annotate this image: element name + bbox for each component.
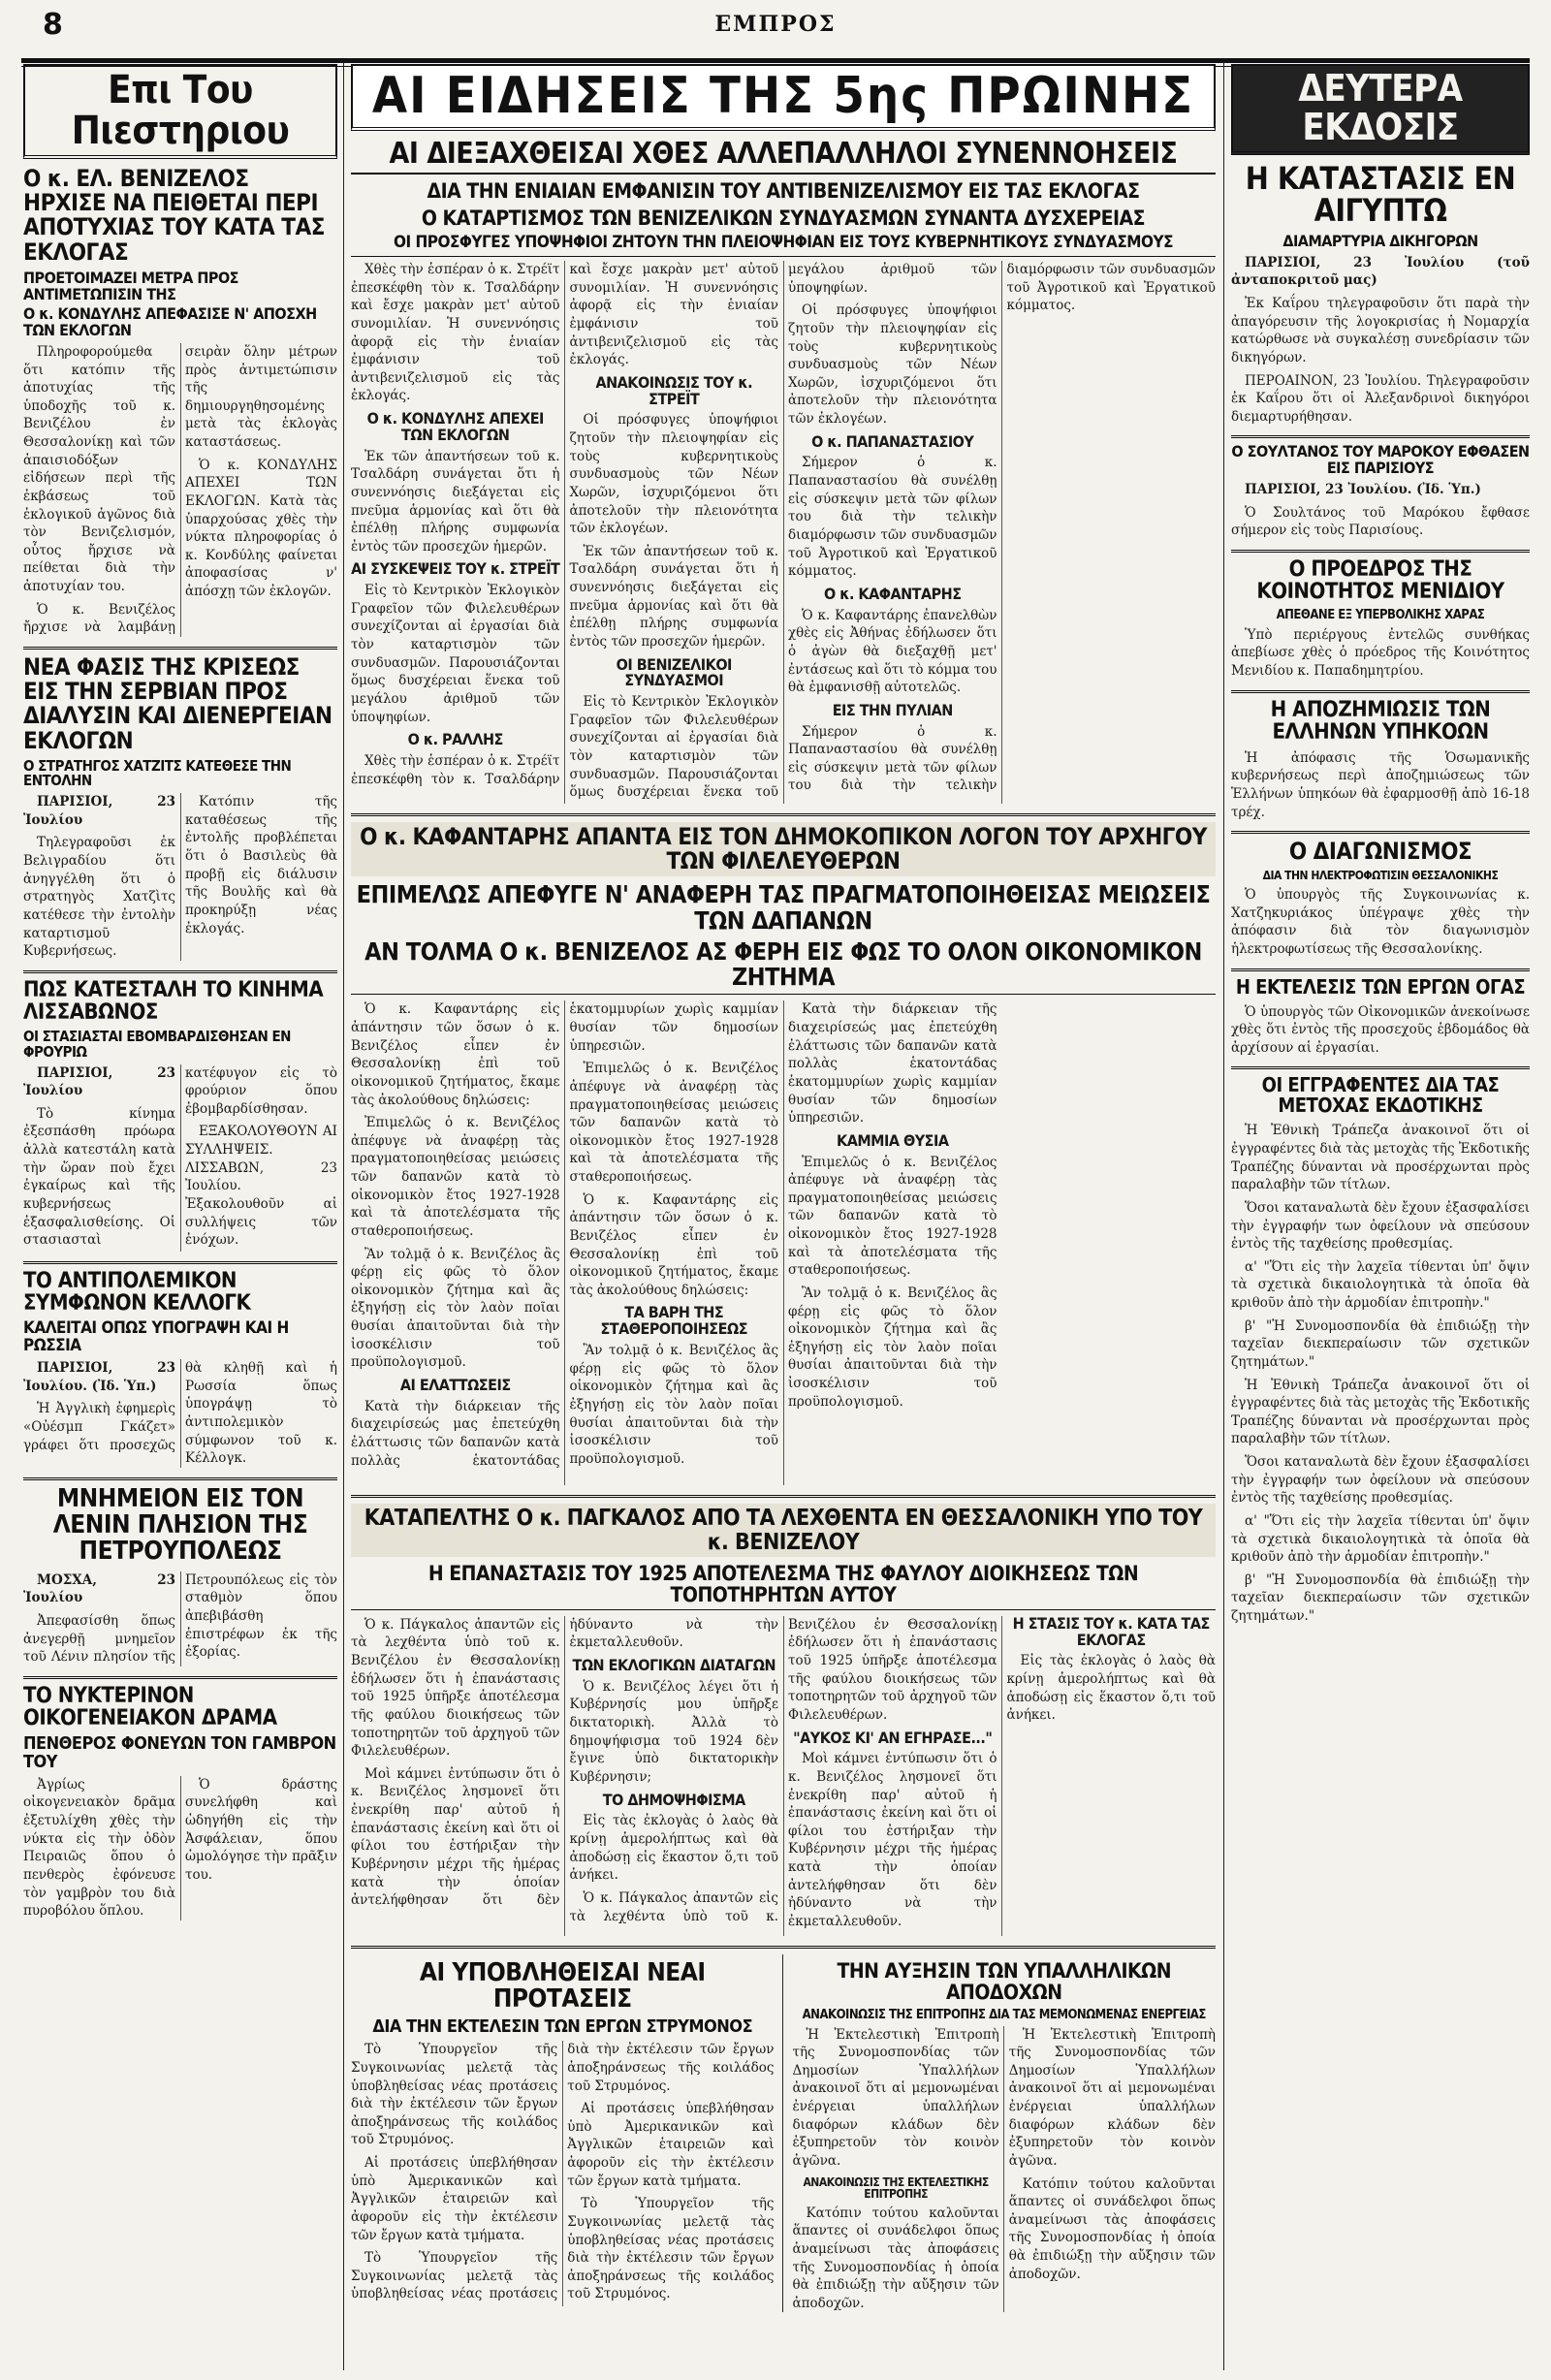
- divider: [1231, 831, 1530, 834]
- headline: Ο ΠΡΟΕΔΡΟΣ ΤΗΣ ΚΟΙΝΟΤΗΤΟΣ ΜΕΝΙΔΙΟΥ: [1256, 556, 1504, 604]
- right-column: [1231, 64, 1530, 2370]
- paragraph: Ὁ κ. Καφαντάρης εἰς ἀπάντησιν τῶν ὅσων ὁ κ. Βενιζέλος εἶπεν ἐν Θεσσαλονίκῃ ἐπὶ τοῦ οἰκονομικοῦ ζητήματος, ἔκαμε τὰς ἀκολούθους δηλώσεις:: [351, 1001, 560, 1108]
- article-body: [23, 1571, 337, 1666]
- headline: ΝΕΑ ΦΑΣΙΣ ΤΗΣ ΚΡΙΣΕΩΣ ΕΙΣ ΤΗΝ ΣΕΡΒΙΑΝ ΠΡΟΣ ΔΙΑΛΥΣΙΝ ΚΑΙ ΔΙΕΝΕΡΓΕΙΑΝ ΕΚΛΟΓΩΝ: [23, 652, 332, 754]
- article-body: [1231, 749, 1530, 822]
- column-rule: [343, 62, 344, 2370]
- paragraph: Ἀγρίως οἰκογενειακὸν δρᾶμα ἐξετυλίχθη χθὲς τὴν νύκτα εἰς τὴν ὁδὸν Πειραιῶς ὅπου ὁ πενθερὸς ἐφόνευσε τὸν γαμβρὸν του διὰ πυροβόλου ὅπλου.: [23, 1776, 175, 1920]
- divider: [351, 1495, 1216, 1498]
- paragraph: Εἰς τὰς ἐκλογὰς ὁ λαὸς θὰ κρίνῃ ἀμερολήπτως καὶ θὰ ἀποδώσῃ εἰς ἕκαστον ὅ,τι τοῦ ἀνήκει.: [1006, 1653, 1216, 1724]
- divider: [23, 1676, 337, 1679]
- deck: Η ΕΠΑΝΑΣΤΑΣΙΣ ΤΟΥ 1925 ΑΠΟΤΕΛΕΣΜΑ ΤΗΣ ΦΑΥΛΟΥ ΔΙΟΙΚΗΣΕΩΣ ΤΩΝ ΤΟΠΟΤΗΡΗΤΩΝ ΑΥΤΟΥ: [351, 1563, 1216, 1610]
- paragraph: Ὁ κ. Καφαντάρης ἐπανελθὼν χθὲς εἰς Ἀθήνας ἐδήλωσεν ὅτι ὁ ἀγὼν θὰ διεξαχθῇ μετ' ἐντάσεως καὶ ὅτι τὸ κόμμα του θὰ ἐμφανισθῇ αὐτοτελῶς.: [788, 607, 997, 696]
- paragraph: Τηλεγραφοῦσι ἐκ Βελιγραδίου ὅτι ἀνηγγέλθη ὅτι ὁ στρατηγὸς Χατζὶτς κατέθεσε τὴν ἐντολὴν καταρτισμοῦ Κυβερνήσεως.: [23, 835, 175, 960]
- paragraph: Τὸ Ὑπουργεῖον τῆς Συγκοινωνίας μελετᾷ τὰς ὑποβληθείσας νέας προτάσεις διὰ τὴν ἐκτέλεσιν τῶν ἔργων ἀποξηράνσεως τῆς κοιλάδος τοῦ Στρυμόνος.: [351, 2042, 775, 2302]
- divider: [1231, 1066, 1530, 1069]
- article-body: [1231, 1003, 1530, 1058]
- article-body: [23, 1064, 337, 1253]
- subhead: ΤΩΝ ΕΚΛΟΓΙΚΩΝ ΔΙΑΤΑΓΩΝ: [572, 1656, 776, 1675]
- paragraph: Αἱ προτάσεις ὑπεβλήθησαν ὑπὸ Ἀμερικανικῶν καὶ Ἀγγλικῶν ἑταιρειῶν καὶ ἀφοροῦν εἰς τὴν ἐκτέλεσιν τῶν ἔργων κατὰ τμήματα.: [351, 2155, 558, 2243]
- paragraph: Ἡ Ἐκτελεστικὴ Ἐπιτροπὴ τῆς Συνομοσπονδίας τῶν Δημοσίων Ὑπαλλήλων ἀνακοινοῖ ὅτι αἱ μεμονωμέναι ἐνέργειαι ὑπαλλήλων διαφόρων κλάδων δὲν ἐξυπηρετοῦν τὸν κοινὸν ἀγῶνα.: [1008, 2026, 1216, 2169]
- paragraph: Ὁ κ. Βενιζέλος λέγει ὅτι ἡ Κυβέρνησίς μου ὑπῆρξε δικτατορικὴ. Ἀλλὰ τὸ δημοψήφισμα τοῦ 1924 δὲν ἔγινε ὑπὸ δικτατορικὴν Κυβέρνησιν;: [569, 1678, 778, 1785]
- subhead: Η ΣΤΑΣΙΣ ΤΟΥ κ. ΚΑΤΑ ΤΑΣ ΕΚΛΟΓΑΣ: [1012, 1613, 1210, 1649]
- subhead: ΑΙ ΣΥΣΚΕΨΕΙΣ ΤΟΥ κ. ΣΤΡΕΪΤ: [351, 559, 560, 579]
- paragraph: Χθὲς τὴν ἑσπέραν ὁ κ. Στρέϊτ ἐπεσκέφθη τὸν κ. Τσαλδάρην καὶ ἔσχε μακρὰν μετ' αὐτοῦ συνομιλίαν. Ἡ συνεννόησις ἀφορᾷ εἰς τὴν ἑνιαίαν ἐμφάνισιν τοῦ ἀντιβενιζελισμοῦ εἰς τὰς ἐκλογάς.: [351, 262, 560, 404]
- paragraph: Ἐκ Καΐρου τηλεγραφοῦσιν ὅτι παρὰ τὴν ἀπαγόρευσιν τῆς λογοκρισίας ἡ Νομαρχία κατώρθωσε νὰ συγκαλέσῃ συνεδρίασιν τῶν δικηγόρων.: [1231, 296, 1530, 365]
- article-body: [1231, 626, 1530, 681]
- subhead: Ο κ. ΚΑΦΑΝΤΑΡΗΣ: [823, 584, 962, 603]
- deck: ΑΠΕΘΑΝΕ ΕΞ ΥΠΕΡΒΟΛΙΚΗΣ ΧΑΡΑΣ: [1276, 608, 1485, 623]
- deck: Ο κ. ΚΟΝΔΥΛΗΣ ΑΠΕΦΑΣΙΣΕ Ν' ΑΠΟΣΧΗ ΤΩΝ ΕΚΛΟΓΩΝ: [23, 304, 317, 340]
- paragraph: Ἂν τολμᾷ ὁ κ. Βενιζέλος ἂς φέρῃ εἰς φῶς τὸ ὅλον οἰκονομικὸν ζήτημα καὶ ἂς ἐξηγήσῃ εἰς τὸν λαὸν ποῖαι θυσίαι ἀπαιτοῦνται διὰ τὴν ἰσοσκέλισιν τοῦ προϋπολογισμοῦ.: [351, 1246, 560, 1371]
- column-rule: [1223, 62, 1224, 2370]
- dateline: ΠΑΡΙΣΙΟΙ, 23 Ἰουλίου: [23, 1064, 175, 1099]
- deck: ΔΙΑ ΤΗΝ ΕΝΙΑΙΑΝ ΕΜΦΑΝΙΣΙΝ ΤΟΥ ΑΝΤΙΒΕΝΙΖΕΛΙΣΜΟΥ ΕΙΣ ΤΑΣ ΕΚΛΟΓΑΣ: [427, 179, 1140, 204]
- paragraph: Ὁ ὑπουργὸς τῶν Οἰκονομικῶν ἀνεκοίνωσε χθὲς ὅτι ἐντὸς τῆς προσεχοῦς ἑβδομάδος θὰ ἀρχίσουν αἱ ἐργασίαι.: [1231, 1003, 1530, 1056]
- article-body: [351, 261, 1216, 804]
- divider: [1231, 550, 1530, 553]
- deck: ΔΙΑ ΤΗΝ ΗΛΕΚΤΡΟΦΩΤΙΣΙΝ ΘΕΣΣΑΛΟΝΙΚΗΣ: [1262, 869, 1499, 883]
- paragraph: Ὅσοι καταναλωτὰ δὲν ἔχουν ἐξασφαλίσει τὴν ἐγγραφήν των ὀφείλουν νὰ σπεύσουν ἐντὸς τῆς ταχθείσης προθεσμίας.: [1231, 1199, 1530, 1253]
- divider: [23, 1261, 337, 1264]
- paragraph: Κατόπιν τούτου καλοῦνται ἅπαντες οἱ συνάδελφοι ὅπως ἀναμείνωσι τὰς ἀποφάσεις τῆς Συνομοσπονδίας ἡ ὁποία θὰ ἐπιδιώξῃ τὴν αὔξησιν τῶν ἀποδοχῶν.: [792, 2205, 999, 2311]
- paragraph: Ἂν τολμᾷ ὁ κ. Βενιζέλος ἂς φέρῃ εἰς φῶς τὸ ὅλον οἰκονομικὸν ζήτημα καὶ ἂς ἐξηγήσῃ εἰς τὸν λαὸν ποῖαι θυσίαι ἀπαιτοῦνται διὰ τὴν ἰσοσκέλισιν τοῦ προϋπολογισμοῦ.: [788, 1285, 997, 1410]
- article-body: [351, 1613, 1216, 1936]
- deck: ΠΡΟΕΤΟΙΜΑΖΕΙ ΜΕΤΡΑ ΠΡΟΣ ΑΝΤΙΜΕΤΩΠΙΣΙΝ ΤΗΣ: [23, 268, 239, 303]
- story-block: [793, 1954, 1217, 2313]
- paper-name: ΕΜΠΡΟΣ: [714, 12, 837, 37]
- paragraph: Ὁ κ. Βενιζέλος ἤρχισε νὰ λαμβάνῃ σειρὰν ὅλην μέτρων πρὸς ἀντιμετώπισιν τῆς δημιουργηθησομένης μετὰ τὰς ἐκλογὰς καταστάσεως.: [23, 343, 337, 636]
- dateline: ΜΟΣΧΑ, 23 Ἰουλίου: [23, 1571, 175, 1606]
- paragraph: Χθὲς τὴν ἑσπέραν ὁ κ. Στρέϊτ ἐπεσκέφθη τὸν κ. Τσαλδάρην καὶ ἔσχε μακρὰν μετ' αὐτοῦ συνομιλίαν. Ἡ συνεννόησις ἀφορᾷ εἰς τὴν ἑνιαίαν ἐμφάνισιν τοῦ ἀντιβενιζελισμοῦ εἰς τὰς ἐκλογάς.: [351, 262, 778, 787]
- paragraph: Εἰς τὸ Κεντρικὸν Ἐκλογικὸν Γραφεῖον τῶν Φιλελευθέρων συνεχίζονται αἱ ἐργασίαι διὰ τὸν καταρτισμὸν τῶν συνδυασμῶν. Παρουσιάζονται ὅμως δυσχέρειαι ἕνεκα τοῦ μεγάλου ἀριθμοῦ τῶν ὑποψηφίων.: [569, 262, 997, 801]
- headline: Ο κ. ΚΑΦΑΝΤΑΡΗΣ ΑΠΑΝΤΑ ΕΙΣ ΤΟΝ ΔΗΜΟΚΟΠΙΚΟΝ ΛΟΓΟΝ ΤΟΥ ΑΡΧΗΓΟΥ ΤΩΝ ΦΙΛΕΛΕΥΘΕΡΩΝ: [351, 822, 1216, 876]
- divider: [1231, 968, 1530, 971]
- headline: ΟΙ ΕΓΓΡΑΦΕΝΤΕΣ ΔΙΑ ΤΑΣ ΜΕΤΟΧΑΣ ΕΚΔΟΤΙΚΗΣ: [1261, 1073, 1500, 1118]
- article-body: [793, 2026, 1217, 2313]
- section-title: Επι Του Πιεστηριου: [23, 64, 337, 159]
- paragraph: Ἡ Ἐκτελεστικὴ Ἐπιτροπὴ τῆς Συνομοσπονδίας τῶν Δημοσίων Ὑπαλλήλων ἀνακοινοῖ ὅτι αἱ μεμονωμέναι ἐνέργειαι ὑπαλλήλων διαφόρων κλάδων δὲν ἐξυπηρετοῦν τὸν κοινὸν ἀγῶνα.: [792, 2026, 999, 2169]
- dateline: ΠΑΡΙΣΙΟΙ, 23 Ἰουλίου. (Ἰδ. Ὑπ.): [1245, 481, 1481, 497]
- paragraph: Μοὶ κάμνει ἐντύπωσιν ὅτι ὁ κ. Βενιζέλος λησμονεῖ ὅτι ἐνεκρίθη παρ' αὐτοῦ ἡ ἐπανάστασις ἐκείνη καὶ ὅτι οἱ φίλοι του ἐστήριξαν τὴν Κυβέρνησιν μέχρι τῆς ἡμέρας κατὰ τὴν ὁποίαν ἀντελήφθησαν ὅτι δὲν ἠδύναντο νὰ τὴν ἐκμεταλλευθοῦν.: [788, 1751, 997, 1929]
- divider: [23, 647, 337, 650]
- subhead: ΑΝΑΚΟΙΝΩΣΙΣ ΤΗΣ ΕΚΤΕΛΕΣΤΙΚΗΣ ΕΠΙΤΡΟΠΗΣ: [803, 2174, 989, 2202]
- paragraph: Ὁ δράστης συνελήφθη καὶ ὡδηγήθη εἰς τὴν Ἀσφάλειαν, ὅπου ὡμολόγησε τὴν πρᾶξιν του.: [185, 1776, 337, 1883]
- headline: Η ΑΠΟΖΗΜΙΩΣΙΣ ΤΩΝ ΕΛΛΗΝΩΝ ΥΠΗΚΟΩΝ: [1270, 697, 1491, 745]
- paragraph: Ἡ Ἐθνικὴ Τράπεζα ἀνακοινοῖ ὅτι οἱ ἐγγραφέντες διὰ τὰς μετοχὰς τῆς Ἐκδοτικῆς Τραπέζης δύνανται νὰ προσέρχωνται πρὸς παραλαβὴν τῶν τίτλων.: [1231, 1123, 1530, 1193]
- paragraph: Ἡ Ἀγγλικὴ ἐφημερὶς «Οὐέσμπ Γκάζετ» γράφει ὅτι προσεχῶς θὰ κληθῇ καὶ ἡ Ρωσσία ὅπως ὑπογράψῃ τὸ ἀντιπολεμικὸν σύμφωνον τοῦ κ. Κέλλογκ.: [23, 1360, 337, 1467]
- paragraph: Κατὰ τὴν διάρκειαν τῆς διαχειρίσεώς μας ἐπετεύχθη ἐλάττωσις τῶν δαπανῶν κατὰ πολλὰς ἑκατοντάδας ἑκατομμυρίων χωρὶς καμμίαν θυσίαν τῶν δημοσίων ὑπηρεσιῶν.: [788, 1001, 997, 1127]
- divider: [23, 970, 337, 973]
- paragraph: Ἐπιμελῶς ὁ κ. Βενιζέλος ἀπέφυγε νὰ ἀναφέρῃ τὰς πραγματοποιηθείσας μειώσεις τῶν δαπανῶν κατὰ τὸ οἰκονομικὸν ἔτος 1927-1928 καὶ τὰ ἀποτελέσματα τῆς σταθεροποιήσεως.: [788, 1154, 997, 1279]
- subhead: ΚΑΜΜΙΑ ΘΥΣΙΑ: [837, 1130, 949, 1150]
- paragraph: Κατὰ τὴν διάρκειαν τῆς διαχειρίσεώς μας ἐπετεύχθη ἐλάττωσις τῶν δαπανῶν κατὰ πολλὰς ἑκατοντάδας ἑκατομμυρίων χωρὶς καμμίαν θυσίαν τῶν δημοσίων ὑπηρεσιῶν.: [351, 1001, 778, 1469]
- headline: ΤΟ ΑΝΤΙΠΟΛΕΜΙΚΟΝ ΣΥΜΦΩΝΟΝ ΚΕΛΛΟΓΚ: [23, 1269, 251, 1317]
- deck: ΑΝΑΚΟΙΝΩΣΙΣ ΤΗΣ ΕΠΙΤΡΟΠΗΣ ΔΙΑ ΤΑΣ ΜΕΜΟΝΩΜΕΝΑΣ ΕΝΕΡΓΕΙΑΣ: [802, 2007, 1206, 2022]
- headline: Η ΚΑΤΑΣΤΑΣΙΣ ΕΝ ΑΙΓΥΠΤΩ: [1245, 159, 1516, 230]
- paragraph: Ὁ κ. Πάγκαλος ἀπαντῶν εἰς τὰ λεχθέντα ὑπὸ τοῦ κ. Βενιζέλου ἐν Θεσσαλονίκῃ ἐδήλωσεν ὅτι ἡ ἐπανάστασις τοῦ 1925 ὑπῆρξε ἀποτέλεσμα τῆς φαύλου διοικήσεως τῶν τοποτηρητῶν τοῦ ἀρχηγοῦ τῶν Φιλελευθέρων.: [569, 1616, 997, 1924]
- divider: [1231, 435, 1530, 438]
- paragraph: Οἱ πρόσφυγες ὑποψήφιοι ζητοῦν τὴν πλειοψηφίαν εἰς τοὺς κυβερνητικοὺς συνδυασμοὺς τῶν Νέων Χωρῶν, ἰσχυριζόμενοι ὅτι ἀποτελοῦν τὴν πλειονότητα τῶν ἐκλογέων.: [788, 302, 997, 428]
- article-body: [1231, 1122, 1530, 1625]
- deck: ΚΑΛΕΙΤΑΙ ΟΠΩΣ ΥΠΟΓΡΑΨΗ ΚΑΙ Η ΡΩΣΣΙΑ: [23, 1318, 289, 1356]
- headline: ΠΩΣ ΚΑΤΕΣΤΑΛΗ ΤΟ ΚΙΝΗΜΑ ΛΙΣΣΑΒΩΝΟΣ: [23, 977, 324, 1025]
- paragraph: Ὑπὸ περιέργους ἐντελῶς συνθήκας ἀπεβίωσε χθὲς ὁ πρόεδρος τῆς Κοινότητος Μενιδίου κ. Παπαδημητρίου.: [1231, 626, 1530, 679]
- paragraph: Κατόπιν τούτου καλοῦνται ἅπαντες οἱ συνάδελφοι ὅπως ἀναμείνωσι τὰς ἀποφάσεις τῆς Συνομοσπονδίας ἡ ὁποία θὰ ἐπιδιώξῃ τὴν αὔξησιν τῶν ἀποδοχῶν.: [1008, 2175, 1216, 2282]
- section-title: ΔΕΥΤΕΡΑ ΕΚΔΟΣΙΣ: [1231, 64, 1530, 155]
- subhead: ΕΙΣ ΤΗΝ ΠΥΛΙΑΝ: [832, 700, 953, 719]
- paragraph: Εἰς τὰς ἐκλογὰς ὁ λαὸς θὰ κρίνῃ ἀμερολήπτως καὶ θὰ ἀποδώσῃ εἰς ἕκαστον ὅ,τι τοῦ ἀνήκει.: [569, 1813, 778, 1884]
- article-body: [1231, 254, 1530, 427]
- paragraph: ΕΞΑΚΟΛΟΥΘΟΥΝ ΑΙ ΣΥΛΛΗΨΕΙΣ. ΛΙΣΣΑΒΩΝ, 23 Ἰουλίου. Ἐξακολουθοῦν αἱ συλλήψεις τῶν ἐνόχων.: [185, 1124, 337, 1249]
- deck: ΕΠΙΜΕΛΩΣ ΑΠΕΦΥΓΕ Ν' ΑΝΑΦΕΡΗ ΤΑΣ ΠΡΑΓΜΑΤΟΠΟΙΗΘΕΙΣΑΣ ΜΕΙΩΣΕΙΣ ΤΩΝ ΔΑΠΑΝΩΝ: [356, 880, 1211, 935]
- deck: Ο ΣΤΡΑΤΗΓΟΣ ΧΑΤΖΙΤΣ ΚΑΤΕΘΕΣΕ ΤΗΝ ΕΝΤΟΛΗΝ: [23, 756, 292, 790]
- paragraph: Ὁ ὑπουργὸς τῆς Συγκοινωνίας κ. Χατζηκυριάκος ὑπέγραψε χθὲς τὴν ἀπόφασιν διὰ τὸν διαγωνισμὸν ἡλεκτροφωτίσεως τῆς Θεσσαλονίκης.: [1231, 887, 1530, 957]
- paragraph: Ἐκ τῶν ἀπαντήσεων τοῦ κ. Τσαλδάρη συνάγεται ὅτι ἡ συνεννόησις διεξάγεται εἰς πνεῦμα ἁρμονίας καὶ ὅτι θὰ ἐπέλθῃ πλήρης συμφωνία ἐντὸς τῶν προσεχῶν ἡμερῶν.: [569, 543, 778, 650]
- headline: ΤΗΝ ΑΥΞΗΣΙΝ ΤΩΝ ΥΠΑΛΛΗΛΙΚΩΝ ΑΠΟΔΟΧΩΝ: [837, 1958, 1172, 2004]
- headline: ΑΙ ΥΠΟΒΛΗΘΕΙΣΑΙ ΝΕΑΙ ΠΡΟΤΑΣΕΙΣ: [419, 1957, 706, 2015]
- paragraph: Ὅσοι καταναλωτὰ δὲν ἔχουν ἐξασφαλίσει τὴν ἐγγραφήν των ὀφείλουν νὰ σπεύσουν ἐντὸς τῆς ταχθείσης προθεσμίας.: [1231, 1454, 1530, 1507]
- paragraph: Αἱ προτάσεις ὑπεβλήθησαν ὑπὸ Ἀμερικανικῶν καὶ Ἀγγλικῶν ἑταιρειῶν καὶ ἀφοροῦν εἰς τὴν ἐκτέλεσιν τῶν ἔργων κατὰ τμήματα.: [567, 2101, 775, 2189]
- article-body: [1231, 481, 1530, 540]
- paragraph: Ἐκ τῶν ἀπαντήσεων τοῦ κ. Τσαλδάρη συνάγεται ὅτι ἡ συνεννόησις διεξάγεται εἰς πνεῦμα ἁρμονίας καὶ ὅτι θὰ ἐπέλθῃ πλήρης συμφωνία ἐντὸς τῶν προσεχῶν ἡμερῶν.: [351, 448, 560, 555]
- deck: ΑΝ ΤΟΛΜΑ Ο κ. ΒΕΝΙΖΕΛΟΣ ΑΣ ΦΕΡΗ ΕΙΣ ΦΩΣ ΤΟ ΟΛΟΝ ΟΙΚΟΝΟΜΙΚΟΝ ΖΗΤΗΜΑ: [351, 939, 1216, 996]
- paragraph: Μοὶ κάμνει ἐντύπωσιν ὅτι ὁ κ. Βενιζέλος λησμονεῖ ὅτι ἐνεκρίθη παρ' αὐτοῦ ἡ ἐπανάστασις ἐκείνη καὶ ὅτι οἱ φίλοι του ἐστήριξαν τὴν Κυβέρνησιν μέχρι τῆς ἡμέρας κατὰ τὴν ὁποίαν ἀντελήφθησαν ὅτι δὲν ἠδύναντο νὰ τὴν ἐκμεταλλευθοῦν.: [351, 1616, 778, 1909]
- headline: Η ΕΚΤΕΛΕΣΙΣ ΤΩΝ ΕΡΓΩΝ ΟΓΑΣ: [1235, 974, 1526, 999]
- subhead: ΑΝΑΚΟΙΝΩΣΙΣ ΤΟΥ κ. ΣΤΡΕΪΤ: [595, 372, 753, 408]
- subhead: Ο κ. ΚΟΝΔΥΛΗΣ ΑΠΕΧΕΙ ΤΩΝ ΕΚΛΟΓΩΝ: [366, 409, 544, 444]
- paragraph: Ὁ Σουλτάνος τοῦ Μαρόκου ἔφθασε σήμερον εἰς τοὺς Παρισίους.: [1231, 504, 1530, 539]
- masthead: [21, 8, 1530, 62]
- paragraph: ΠΕΡΟΑΙΝΟΝ, 23 Ἰουλίου. Τηλεγραφοῦσιν ἐκ Καΐρου ὅτι οἱ Ἀλεξανδρινοὶ δικηγόροι διεμαρτυρήθησαν.: [1231, 372, 1530, 425]
- paragraph: Ἐπιμελῶς ὁ κ. Βενιζέλος ἀπέφυγε νὰ ἀναφέρῃ τὰς πραγματοποιηθείσας μειώσεις τῶν δαπανῶν κατὰ τὸ οἰκονομικὸν ἔτος 1927-1928 καὶ τὰ ἀποτελέσματα τῆς σταθεροποιήσεως.: [569, 1061, 778, 1186]
- paragraph: Ἐπιμελῶς ὁ κ. Βενιζέλος ἀπέφυγε νὰ ἀναφέρῃ τὰς πραγματοποιηθείσας μειώσεις τῶν δαπανῶν κατὰ τὸ οἰκονομικὸν ἔτος 1927-1928 καὶ τὰ ἀποτελέσματα τῆς σταθεροποιήσεως.: [351, 1115, 560, 1239]
- paragraph: Ὁ κ. Καφαντάρης εἰς ἀπάντησιν τῶν ὅσων ὁ κ. Βενιζέλος εἶπεν ἐν Θεσσαλονίκῃ ἐπὶ τοῦ οἰκονομικοῦ ζητήματος, ἔκαμε τὰς ἀκολούθους δηλώσεις:: [569, 1191, 778, 1298]
- article-body: [1231, 886, 1530, 959]
- deck: ΔΙΑ ΤΗΝ ΕΚΤΕΛΕΣΙΝ ΤΩΝ ΕΡΓΩΝ ΣΤΡΥΜΟΝΟΣ: [372, 2016, 753, 2038]
- paragraph: Ἡ Ἐθνικὴ Τράπεζα ἀνακοινοῖ ὅτι οἱ ἐγγραφέντες διὰ τὰς μετοχὰς τῆς Ἐκδοτικῆς Τραπέζης δύνανται νὰ προσέρχωνται πρὸς παραλαβὴν τῶν τίτλων.: [1231, 1377, 1530, 1447]
- paragraph: Ὁ κ. ΚΟΝΔΥΛΗΣ ΑΠΕΧΕΙ ΤΩΝ ΕΚΛΟΓΩΝ. Κατὰ τὰς ὑπαρχούσας χθὲς τὴν νύκτα πληροφορίας ὁ κ. Κονδύλης φαίνεται ἀποφασίσας ν' ἀπόσχῃ τῶν ἐκλογῶν.: [185, 457, 337, 600]
- headline: ΑΙ ΔΙΕΞΑΧΘΕΙΣΑΙ ΧΘΕΣ ΑΛΛΕΠΑΛΛΗΛΟΙ ΣΥΝΕΝΝΟΗΣΕΙΣ: [351, 139, 1216, 175]
- dateline: ΠΑΡΙΣΙΟΙ, 23 Ἰουλίου. (Ἰδ. Ὑπ.): [23, 1360, 175, 1394]
- subhead: Ο κ. ΡΑΛΛΗΣ: [407, 730, 503, 749]
- paragraph: Ὁ κ. Πάγκαλος ἀπαντῶν εἰς τὰ λεχθέντα ὑπὸ τοῦ κ. Βενιζέλου ἐν Θεσσαλονίκῃ ἐδήλωσεν ὅτι ἡ ἐπανάστασις τοῦ 1925 ὑπῆρξε ἀποτέλεσμα τῆς φαύλου διοικήσεως τῶν τοποτηρητῶν τοῦ ἀρχηγοῦ τῶν Φιλελευθέρων.: [351, 1616, 560, 1760]
- dateline: ΠΑΡΙΣΙΟΙ, 23 Ἰουλίου: [23, 794, 175, 828]
- bottom-stories: [351, 1954, 1216, 2313]
- paragraph: β' "Ἡ Συνομοσπονδία θὰ ἐπιδιώξῃ τὴν ταχεῖαν διεκπεραίωσιν τῶν σχετικῶν ζητημάτων.": [1231, 1571, 1530, 1625]
- story-block: [351, 1954, 783, 2313]
- article-body: [23, 1359, 337, 1468]
- subhead: Ο κ. ΠΑΠΑΝΑΣΤΑΣΙΟΥ: [811, 431, 974, 451]
- deck: ΔΙΑΜΑΡΤΥΡΙΑ ΔΙΚΗΓΟΡΩΝ: [1282, 231, 1478, 250]
- paragraph: Πληροφορούμεθα ὅτι κατόπιν τῆς ἀποτυχίας τῆς ὑποδοχῆς τοῦ κ. Βενιζέλου ἐν Θεσσαλονίκῃ καὶ τῶν ἀπαισιοδόξων εἰδήσεων περὶ τῆς ἐκβάσεως τοῦ ἐκλογικοῦ ἀγῶνος διὰ τὸν Βενιζελισμόν, οὗτος ἤρχισε νὰ πείθεται διὰ τὴν ἀποτυχίαν του.: [23, 343, 175, 595]
- paragraph: Τὸ κίνημα ἐξεσπάσθη πρόωρα ἀλλὰ κατεστάλη κατὰ τὴν ὥραν ποὺ ἔχει ἐγκαίρως καὶ τῆς κυβερνήσεως ἐξασφαλισθείσης. Οἱ στασιασταὶ κατέφυγον εἰς τὸ φρούριον ὅπου ἐβομβαρδίσθησαν.: [23, 1064, 337, 1249]
- article-body: [351, 2041, 775, 2305]
- paragraph: Οἱ πρόσφυγες ὑποψήφιοι ζητοῦν τὴν πλειοψηφίαν εἰς τοὺς κυβερνητικοὺς συνδυασμοὺς τῶν Νέων Χωρῶν, ἰσχυριζόμενοι ὅτι ἀποτελοῦν τὴν πλειονότητα τῶν ἐκλογέων.: [569, 412, 778, 537]
- article-body: [23, 1776, 337, 1920]
- headline: Ο κ. ΕΛ. ΒΕΝΙΖΕΛΟΣ ΗΡΧΙΣΕ ΝΑ ΠΕΙΘΕΤΑΙ ΠΕΡΙ ΑΠΟΤΥΧΙΑΣ ΤΟΥ ΚΑΤΑ ΤΑΣ ΕΚΛΟΓΑΣ: [23, 165, 325, 266]
- paragraph: Τὸ Ὑπουργεῖον τῆς Συγκοινωνίας μελετᾷ τὰς ὑποβληθείσας νέας προτάσεις διὰ τὴν ἐκτέλεσιν τῶν ἔργων ἀποξηράνσεως τῆς κοιλάδος τοῦ Στρυμόνος.: [351, 2042, 558, 2148]
- article-body: [23, 343, 337, 637]
- headline: Ο ΔΙΑΓΩΝΙΣΜΟΣ: [1288, 838, 1472, 866]
- paragraph: Ἀπεφασίσθη ὅπως ἀνεγερθῇ μνημεῖον τοῦ Λένιν πλησίον τῆς Πετρουπόλεως εἰς τὸν σταθμὸν ὅπου ἀπεβιβάσθη ἐπιστρέφων ἐκ τῆς ἐξορίας.: [23, 1571, 337, 1666]
- article-body: [23, 793, 337, 961]
- headline: Ο ΣΟΥΛΤΑΝΟΣ ΤΟΥ ΜΑΡΟΚΟΥ ΕΦΘΑΣΕΝ ΕΙΣ ΠΑΡΙΣΙΟΥΣ: [1231, 442, 1530, 478]
- deck: ΠΕΝΘΕΡΟΣ ΦΟΝΕΥΩΝ ΤΟΝ ΓΑΜΒΡΟΝ ΤΟΥ: [23, 1733, 336, 1772]
- dateline: ΠΑΡΙΣΙΟΙ, 23 Ἰουλίου (τοῦ ἀνταποκριτοῦ μας): [1231, 254, 1530, 289]
- subhead: ΟΙ ΒΕΝΙΖΕΛΙΚΟΙ ΣΥΝΔΥΑΣΜΟΙ: [616, 654, 732, 690]
- masthead-rule: [21, 58, 1530, 63]
- paragraph: Σήμερον ὁ κ. Παπαναστασίου θὰ συνέλθῃ εἰς σύσκεψιν μετὰ τῶν φίλων του διὰ τὴν τελικὴν διαμόρφωσιν τῶν συνδυασμῶν τοῦ Ἀγροτικοῦ καὶ Ἐργατικοῦ κόμματος.: [788, 262, 1216, 794]
- deck: Ο ΚΑΤΑΡΤΙΣΜΟΣ ΤΩΝ ΒΕΝΙΖΕΛΙΚΩΝ ΣΥΝΔΥΑΣΜΩΝ ΣΥΝΑΝΤΑ ΔΥΣΧΕΡΕΙΑΣ: [421, 206, 1146, 231]
- page-number: 8: [43, 8, 63, 42]
- left-column: [23, 64, 337, 2370]
- headline: ΤΟ ΝΥΚΤΕΡΙΝΟΝ ΟΙΚΟΓΕΝΕΙΑΚΟΝ ΔΡΑΜΑ: [23, 1683, 277, 1730]
- paragraph: β' "Ἡ Συνομοσπονδία θὰ ἐπιδιώξῃ τὴν ταχεῖαν διεκπεραίωσιν τῶν σχετικῶν ζητημάτων.": [1231, 1317, 1530, 1370]
- headline: ΜΝΗΜΕΙΟΝ ΕΙΣ ΤΟΝ ΛΕΝΙΝ ΠΛΗΣΙΟΝ ΤΗΣ ΠΕΤΡΟΥΠΟΛΕΩΣ: [52, 1483, 308, 1567]
- deck: ΟΙ ΣΤΑΣΙΑΣΤΑΙ ΕΒΟΜΒΑΡΔΙΣΘΗΣΑΝ ΕΝ ΦΡΟΥΡΙΩ: [23, 1028, 291, 1061]
- paragraph: Ἡ ἀπόφασις τῆς Ὁσωμανικῆς κυβερνήσεως περὶ ἀποζημιώσεως τῶν Ἑλλήνων ὑπηκόων θὰ ἐφαρμοσθῇ ἀπὸ 16-18 τρέχ.: [1231, 749, 1530, 820]
- paragraph: α' "Ὅτι εἰς τὴν λαχεῖα τίθενται ὑπ' ὄψιν τὰ σχετικὰ δικαιολογητικὰ τὰ ὁποῖα θὰ κριθοῦν ἀπὸ τὴν ἁρμοδίαν ἐπιτροπὴν.": [1231, 1512, 1530, 1566]
- subhead: ΤΑ ΒΑΡΗ ΤΗΣ ΣΤΑΘΕΡΟΠΟΙΗΣΕΩΣ: [600, 1303, 748, 1339]
- divider: [351, 813, 1216, 816]
- center-column: [351, 64, 1216, 2370]
- section-banner: ΑΙ ΕΙΔΗΣΕΙΣ ΤΗΣ 5ης ΠΡΩΙΝΗΣ: [351, 64, 1216, 131]
- headline: ΚΑΤΑΠΕΛΤΗΣ Ο κ. ΠΑΓΚΑΛΟΣ ΑΠΟ ΤΑ ΛΕΧΘΕΝΤΑ ΕΝ ΘΕΣΣΑΛΟΝΙΚΗ ΥΠΟ ΤΟΥ κ. ΒΕΝΙΖΕΛΟΥ: [351, 1504, 1216, 1556]
- article-body: [351, 1000, 1216, 1485]
- paragraph: Σήμερον ὁ κ. Παπαναστασίου θὰ συνέλθῃ εἰς σύσκεψιν μετὰ τῶν φίλων του διὰ τὴν τελικὴν διαμόρφωσιν τῶν συνδυασμῶν τοῦ Ἀγροτικοῦ καὶ Ἐργατικοῦ κόμματος.: [788, 455, 997, 580]
- subhead: "ΑΥΚΟΣ ΚΙ' ΑΝ ΕΓΗΡΑΣΕ...": [793, 1728, 993, 1747]
- divider: [23, 1477, 337, 1480]
- subhead: ΤΟ ΔΗΜΟΨΗΦΙΣΜΑ: [602, 1790, 745, 1809]
- paragraph: Τὸ Ὑπουργεῖον τῆς Συγκοινωνίας μελετᾷ τὰς ὑποβληθείσας νέας προτάσεις διὰ τὴν ἐκτέλεσιν τῶν ἔργων ἀποξηράνσεως τῆς κοιλάδος τοῦ Στρυμόνος.: [567, 2196, 775, 2302]
- divider: [1231, 690, 1530, 693]
- subhead: ΑΙ ΕΛΑΤΤΩΣΕΙΣ: [399, 1375, 511, 1394]
- divider: [351, 1946, 1216, 1949]
- paragraph: Ἂν τολμᾷ ὁ κ. Βενιζέλος ἂς φέρῃ εἰς φῶς τὸ ὅλον οἰκονομικὸν ζήτημα καὶ ἂς ἐξηγήσῃ εἰς τὸν λαὸν ποῖαι θυσίαι ἀπαιτοῦνται διὰ τὴν ἰσοσκέλισιν τοῦ προϋπολογισμοῦ.: [569, 1343, 778, 1467]
- paragraph: Κατόπιν τῆς καταθέσεως τῆς ἐντολῆς προβλέπεται ὅτι ὁ Βασιλεὺς θὰ προβῇ εἰς διάλυσιν τῆς Βουλῆς καὶ θὰ προκηρύξῃ νέας ἐκλογάς.: [185, 794, 337, 936]
- deck: ΟΙ ΠΡΟΣΦΥΓΕΣ ΥΠΟΨΗΦΙΟΙ ΖΗΤΟΥΝ ΤΗΝ ΠΛΕΙΟΨΗΦΙΑΝ ΕΙΣ ΤΟΥΣ ΚΥΒΕΡΝΗΤΙΚΟΥΣ ΣΥΝΔΥΑΣΜΟΥΣ: [351, 235, 1216, 257]
- paragraph: α' "Ὅτι εἰς τὴν λαχεῖα τίθενται ὑπ' ὄψιν τὰ σχετικὰ δικαιολογητικὰ τὰ ὁποῖα θὰ κριθοῦν ἀπὸ τὴν ἁρμοδίαν ἐπιτροπὴν.": [1231, 1258, 1530, 1312]
- paragraph: Εἰς τὸ Κεντρικὸν Ἐκλογικὸν Γραφεῖον τῶν Φιλελευθέρων συνεχίζονται αἱ ἐργασίαι διὰ τὸν καταρτισμὸν τῶν συνδυασμῶν. Παρουσιάζονται ὅμως δυσχέρειαι ἕνεκα τοῦ μεγάλου ἀριθμοῦ τῶν ὑποψηφίων.: [351, 583, 560, 725]
